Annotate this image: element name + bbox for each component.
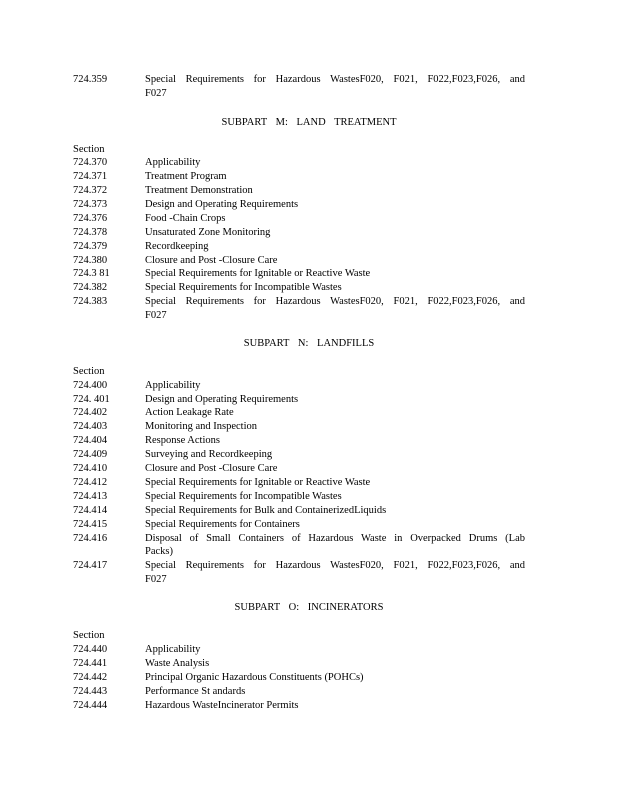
section-title: Disposal of Small Containers of Hazardous Waste in Overpacked Drums (Lab: [145, 533, 525, 544]
section-number: 724.414: [73, 505, 108, 516]
section-number: 724. 401: [73, 394, 110, 405]
section-title: Unsaturated Zone Monitoring: [145, 227, 271, 238]
section-title: Design and Operating Requirements: [145, 394, 299, 405]
section-title: Special Requirements for Hazardous WastesF020, F021, F022,F023,F026, and: [145, 296, 525, 307]
section-title: Design and Operating Requirements: [145, 199, 299, 210]
section-title: Surveying and Recordkeeping: [145, 449, 273, 460]
section-title-continuation: F027: [145, 574, 167, 585]
section-number: 724.444: [73, 700, 108, 711]
section-number: 724.373: [73, 199, 108, 210]
section-title: Special Requirements for Incompatible Wastes: [145, 491, 342, 502]
section-number: 724.440: [73, 644, 108, 655]
section-title: Food -Chain Crops: [145, 213, 226, 224]
section-title-continuation: F027: [145, 88, 167, 99]
subpart-heading: SUBPART O: INCINERATORS: [234, 602, 384, 613]
section-number: 724.441: [73, 658, 108, 669]
section-number: 724.442: [73, 672, 108, 683]
section-title: Waste Analysis: [145, 658, 210, 669]
section-number: 724.402: [73, 407, 108, 418]
section-label: Section: [73, 144, 105, 155]
section-label: Section: [73, 366, 105, 377]
section-number: 724.370: [73, 157, 108, 168]
section-title: Principal Organic Hazardous Constituents (POHCs): [145, 672, 364, 683]
section-number: 724.400: [73, 380, 108, 391]
section-title: Special Requirements for Containers: [145, 519, 300, 530]
section-title: Hazardous WasteIncinerator Permits: [145, 700, 299, 711]
section-number: 724.416: [73, 533, 108, 544]
section-title: Closure and Post -Closure Care: [145, 463, 278, 474]
section-number: 724.413: [73, 491, 108, 502]
section-title: Special Requirements for Hazardous WastesF020, F021, F022,F023,F026, and: [145, 74, 525, 85]
section-title: Special Requirements for Hazardous WastesF020, F021, F022,F023,F026, and: [145, 560, 525, 571]
section-number: 724.371: [73, 171, 108, 182]
section-title: Performance St andards: [145, 686, 246, 697]
section-number: 724.412: [73, 477, 108, 488]
section-number: 724.403: [73, 421, 108, 432]
section-title: Closure and Post -Closure Care: [145, 255, 278, 266]
section-title: Special Requirements for Ignitable or Reactive Waste: [145, 268, 371, 279]
section-number: 724.409: [73, 449, 108, 460]
section-number: 724.415: [73, 519, 108, 530]
section-title: Special Requirements for Bulk and ContainerizedLiquids: [145, 505, 387, 516]
section-number: 724.382: [73, 282, 108, 293]
section-number: 724.359: [73, 74, 108, 85]
section-number: 724.379: [73, 241, 108, 252]
subpart-heading: SUBPART N: LANDFILLS: [243, 338, 375, 349]
section-title-continuation: Packs): [145, 546, 173, 557]
section-title-continuation: F027: [145, 310, 167, 321]
section-number: 724.443: [73, 686, 108, 697]
section-number: 724.383: [73, 296, 108, 307]
section-title: Applicability: [145, 380, 201, 391]
section-title: Monitoring and Inspection: [145, 421, 257, 432]
section-title: Applicability: [145, 644, 201, 655]
section-title: Applicability: [145, 157, 201, 168]
section-number: 724.372: [73, 185, 108, 196]
section-number: 724.404: [73, 435, 108, 446]
section-title: Treatment Program: [145, 171, 227, 182]
section-title: Response Actions: [145, 435, 220, 446]
subpart-heading: SUBPART M: LAND TREATMENT: [221, 117, 397, 128]
section-number: 724.417: [73, 560, 108, 571]
section-title: Treatment Demonstration: [145, 185, 253, 196]
section-title: Special Requirements for Incompatible Wastes: [145, 282, 342, 293]
section-number: 724.3 81: [73, 268, 110, 279]
section-number: 724.410: [73, 463, 108, 474]
section-number: 724.380: [73, 255, 108, 266]
section-label: Section: [73, 630, 105, 641]
section-title: Action Leakage Rate: [145, 407, 234, 418]
section-number: 724.378: [73, 227, 108, 238]
section-title: Special Requirements for Ignitable or Reactive Waste: [145, 477, 371, 488]
section-title: Recordkeeping: [145, 241, 209, 252]
section-number: 724.376: [73, 213, 108, 224]
